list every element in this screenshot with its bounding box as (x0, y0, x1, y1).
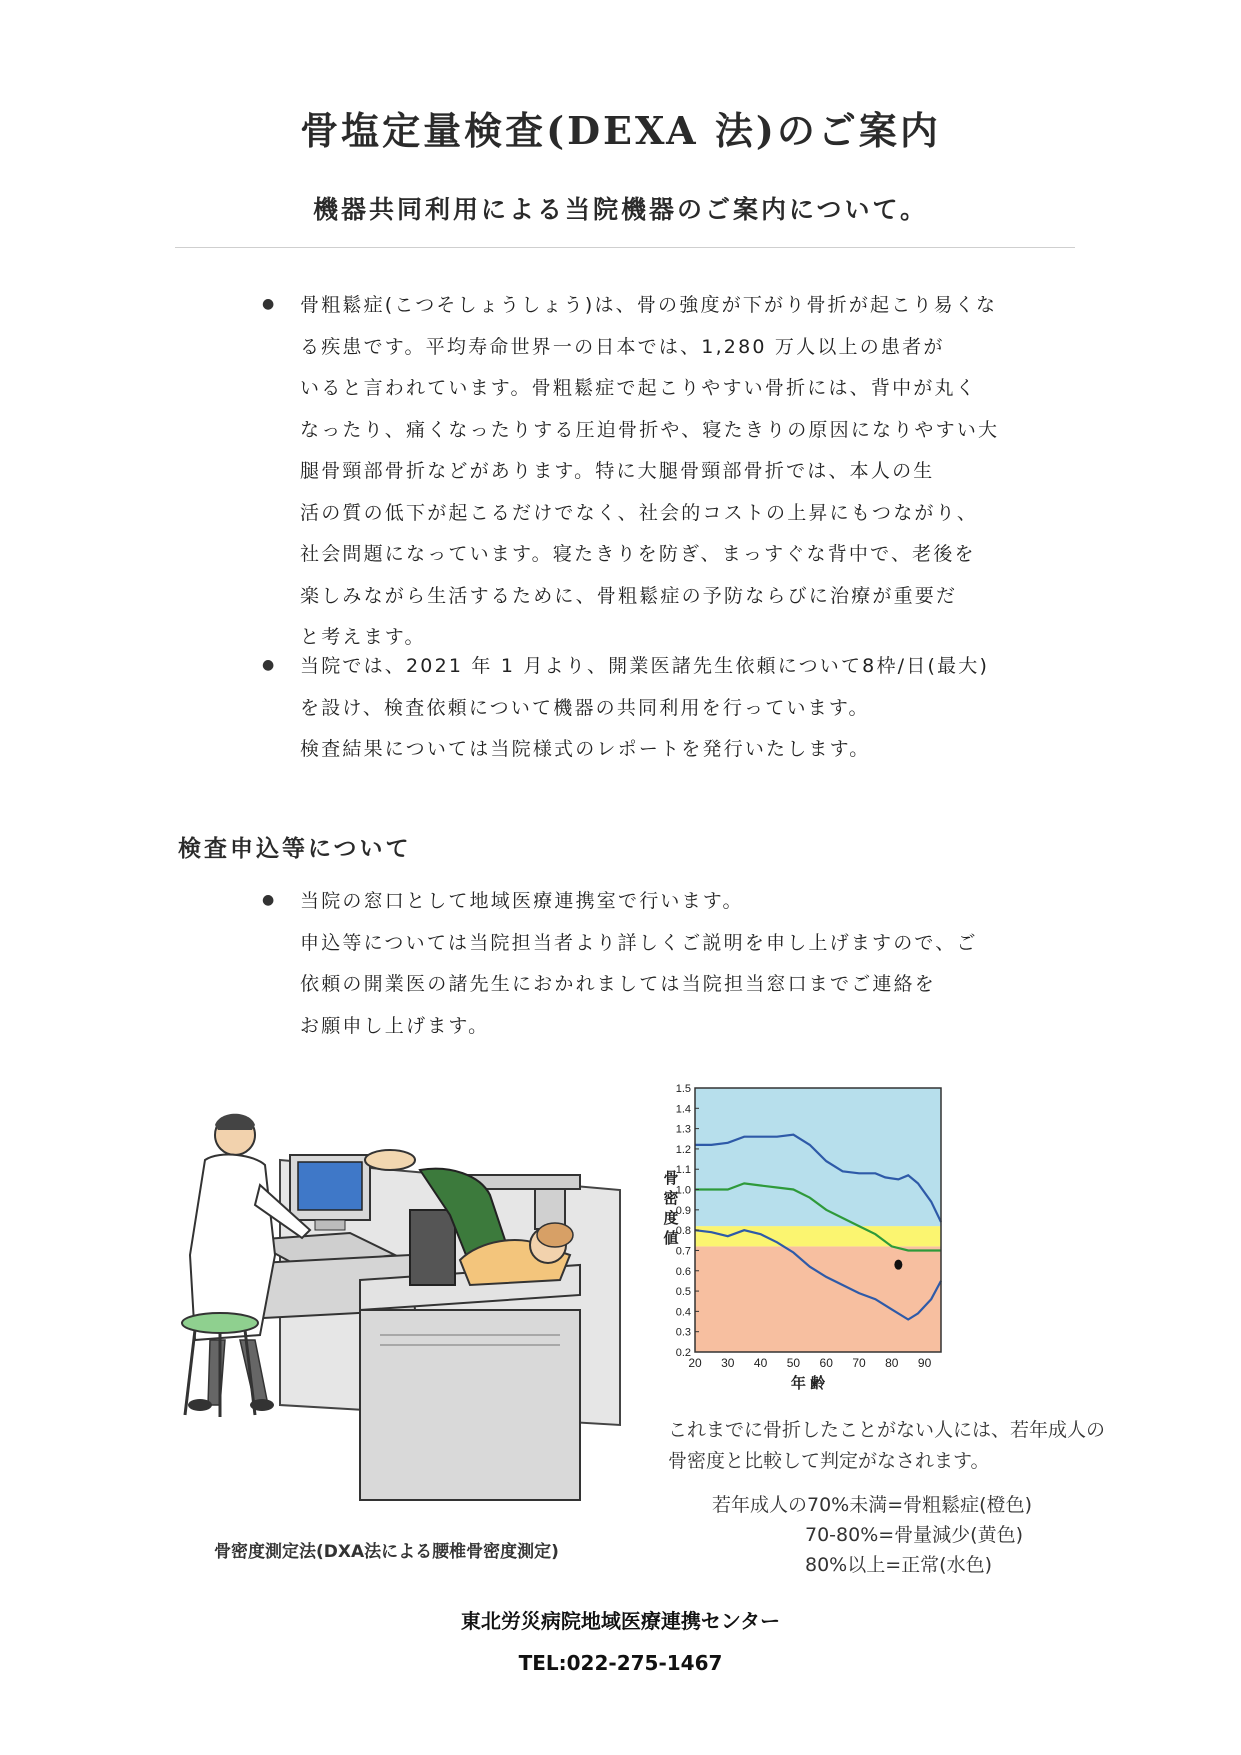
x-tick-label: 90 (917, 1356, 932, 1370)
doctor-coat (190, 1155, 275, 1340)
y-tick-label: 0.4 (675, 1306, 691, 1319)
y-tick-label: 1.0 (675, 1184, 691, 1197)
text-line: 腿骨頸部骨折などがあります。特に大腿骨頸部骨折では、本人の生 (300, 460, 935, 482)
x-tick-label: 50 (786, 1356, 801, 1370)
text-line: 当院の窓口として地域医療連携室で行います。 (300, 890, 744, 912)
divider (175, 247, 1075, 248)
monitor-screen (298, 1162, 362, 1210)
chart-legend-blue: 80%以上=正常(水色) (805, 1554, 992, 1576)
paragraph-osteoporosis (300, 285, 1080, 659)
chart-band (695, 1088, 941, 1226)
text-line: いると言われています。骨粗鬆症で起こりやすい骨折には、背中が丸く (300, 377, 977, 399)
section-heading: 検査申込等について (178, 836, 412, 862)
y-tick-label: 0.6 (675, 1265, 691, 1278)
y-tick-label: 1.3 (675, 1123, 691, 1136)
y-tick-label: 0.7 (675, 1245, 691, 1258)
chart-note-line: これまでに骨折したことがない人には、若年成人の (668, 1419, 1106, 1441)
text-line: 依頼の開業医の諸先生におかれましては当院担当窓口までご連絡を (300, 973, 937, 995)
x-tick-label: 60 (819, 1356, 833, 1370)
y-tick-label: 0.5 (675, 1286, 691, 1299)
y-tick-label: 1.1 (675, 1164, 691, 1177)
y-tick-label: 0.8 (675, 1225, 691, 1238)
figure-caption: 骨密度測定法(DXA法による腰椎骨密度測定) (214, 1542, 559, 1562)
footer-phone: TEL:022-275-1467 (518, 1651, 723, 1675)
chart-point (894, 1260, 902, 1270)
stool-seat (182, 1313, 258, 1333)
x-tick-label: 30 (721, 1356, 735, 1370)
text-line: 申込等については当院担当者より詳しくご説明を申し上げますので、ご (300, 931, 978, 954)
chart-band (695, 1226, 941, 1246)
text-line: る疾患です。平均寿命世界一の日本では、1,280 万人以上の患者が (300, 335, 945, 358)
y-tick-label: 1.2 (675, 1143, 691, 1156)
x-axis-label: 年 齢 (790, 1375, 826, 1392)
bullet-dot: ● (262, 296, 275, 312)
dexa-illustration (180, 1105, 620, 1529)
bone-density-chart (665, 1080, 1025, 1404)
y-axis-label-char: 値 (663, 1230, 679, 1247)
footer-organization: 東北労災病院地域医療連携センター (460, 1609, 781, 1633)
chart-legend-orange: 若年成人の70%未満=骨粗鬆症(橙色) (712, 1494, 1032, 1516)
y-tick-label: 1.5 (675, 1083, 691, 1095)
text-line: お願申し上げます。 (300, 1014, 490, 1037)
text-line: を設け、検査依頼について機器の共同利用を行っています。 (300, 696, 870, 719)
x-tick-label: 40 (753, 1356, 768, 1370)
x-tick-label: 70 (852, 1356, 866, 1370)
text-line: なったり、痛くなったりする圧迫骨折や、寝たきりの原因になりやすい大 (300, 418, 1000, 441)
text-line: 当院では、2021 年 1 月より、開業医諸先生依頼について8枠/日(最大) (300, 655, 990, 677)
page-title: 骨塩定量検査(DEXA 法)のご案内 (300, 108, 941, 153)
chart-band (695, 1246, 941, 1352)
y-axis-label-char: 骨 (663, 1170, 679, 1187)
bullet-dot: ● (262, 892, 275, 908)
text-line: 社会問題になっています。寝たきりを防ぎ、まっすぐな背中で、老後を (300, 543, 976, 565)
y-tick-label: 0.9 (675, 1204, 691, 1217)
y-tick-label: 1.4 (675, 1103, 691, 1116)
text-line: 検査結果については当院様式のレポートを発行いたします。 (300, 738, 871, 760)
y-tick-label: 0.2 (675, 1347, 691, 1359)
paragraph-service (300, 646, 1080, 771)
y-axis-label-char: 密 (663, 1190, 679, 1207)
scanner-body (360, 1310, 580, 1500)
text-line: と考えます。 (300, 626, 426, 648)
x-tick-label: 20 (688, 1356, 702, 1370)
y-axis-label-char: 度 (663, 1210, 679, 1227)
chart-legend-yellow: 70-80%=骨量減少(黄色) (805, 1524, 1024, 1546)
text-line: 楽しみながら生活するために、骨粗鬆症の予防ならびに治療が重要だ (300, 584, 958, 607)
page-subtitle: 機器共同利用による当院機器のご案内について。 (312, 195, 928, 224)
bullet-dot: ● (262, 657, 275, 673)
text-line: 活の質の低下が起こるだけでなく、社会的コストの上昇にもつながり、 (300, 501, 979, 524)
paragraph-application (300, 881, 1080, 1047)
text-line: 骨粗鬆症(こつそしょうしょう)は、骨の強度が下がり骨折が起こり易くな (300, 294, 998, 316)
chart-note-line: 骨密度と比較して判定がなされます。 (668, 1450, 990, 1472)
y-tick-label: 0.3 (675, 1326, 691, 1339)
x-tick-label: 80 (885, 1356, 899, 1370)
